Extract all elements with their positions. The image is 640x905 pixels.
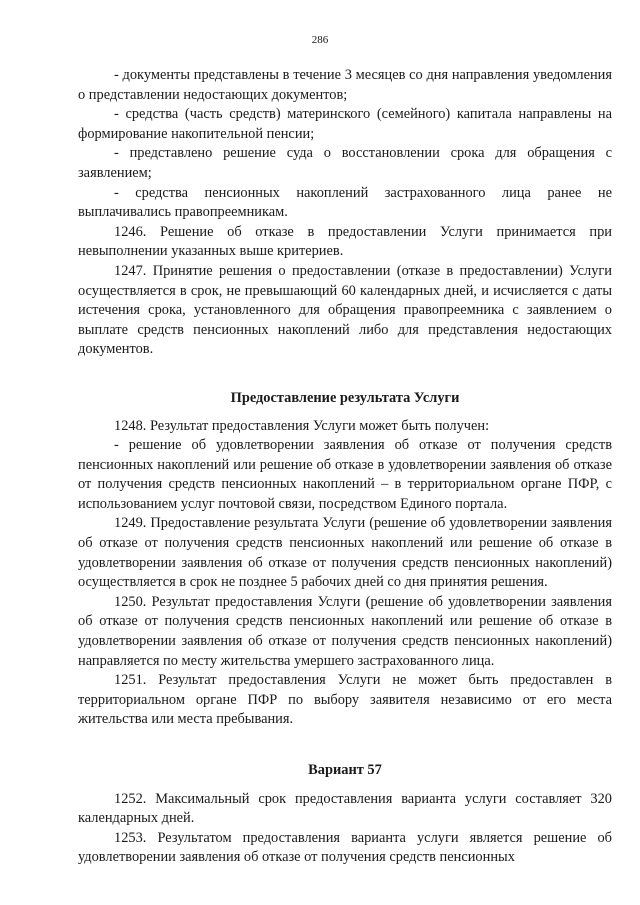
paragraph-1248-item: - решение об удовлетворении заявления об отказе от получения средств пенсионных накоплений или решение об отказе в удовлетворении заявления об отказе от получения средств пенсионных накоплений – в территориальном органе ПФР, с использованием услуг почтовой связи, посредством Единого портала.	[78, 437, 612, 512]
paragraph-1250: 1250. Результат предоставления Услуги (решение об удовлетворении заявления об отказе от получения средств пенсионных накоплений или решение об отказе в удовлетворении заявления об отказе от получения средств пенсионных накоплений) направляется по месту жительства умершего застрахованного лица.	[78, 593, 612, 669]
paragraph-1251: 1251. Результат предоставления Услуги не может быть предоставлен в территориальном органе ПФР по выбору заявителя независимо от его места жительства или места пребывания.	[78, 672, 612, 728]
section-heading-result: Предоставление результата Услуги	[230, 389, 460, 406]
paragraph-condition-3: - представлено решение суда о восстановлении срока для обращения с заявлением;	[78, 145, 612, 181]
paragraph-1253: 1253. Результатом предоставления варианта услуги является решение об удовлетворении заявления об отказе от получения средств пенсионных	[78, 829, 612, 866]
paragraph-condition-2: - средства (часть средств) материнского (семейного) капитала направлены на формирование накопительной пенсии;	[78, 106, 612, 142]
paragraph-1246: 1246. Решение об отказе в предоставлении Услуги принимается при невыполнении указанных выше критериев.	[78, 223, 612, 260]
paragraph-1247: 1247. Принятие решения о предоставлении (отказе в предоставлении) Услуги осуществляется в срок, не превышающий 60 календарных дней, и исчисляется с даты истечения срока, установленного для обращения правопреемника с заявлением о выплате средств пенсионных накоплений либо для представления недостающих документов.	[78, 262, 612, 358]
document-body	[78, 66, 612, 868]
paragraph-condition-1: - документы представлены в течение 3 месяцев со дня направления уведомления о представлении недостающих документов;	[78, 67, 612, 103]
page-number: 286	[311, 34, 329, 46]
paragraph-1249: 1249. Предоставление результата Услуги (решение об удовлетворении заявления об отказе от получения средств пенсионных накоплений или решение об отказе в удовлетворении заявления об отказе от получения средств пенсионных накоплений) осуществляется в срок не позднее 5 рабочих дней со дня принятия решения.	[78, 515, 612, 591]
paragraph-1252: 1252. Максимальный срок предоставления варианта услуги составляет 320 календарных дней.	[78, 790, 612, 827]
paragraph-1248: 1248. Результат предоставления Услуги может быть получен:	[114, 417, 490, 434]
section-heading-variant: Вариант 57	[308, 762, 382, 778]
paragraph-condition-4: - средства пенсионных накоплений застрахованного лица ранее не выплачивались правопреемникам.	[78, 184, 612, 221]
